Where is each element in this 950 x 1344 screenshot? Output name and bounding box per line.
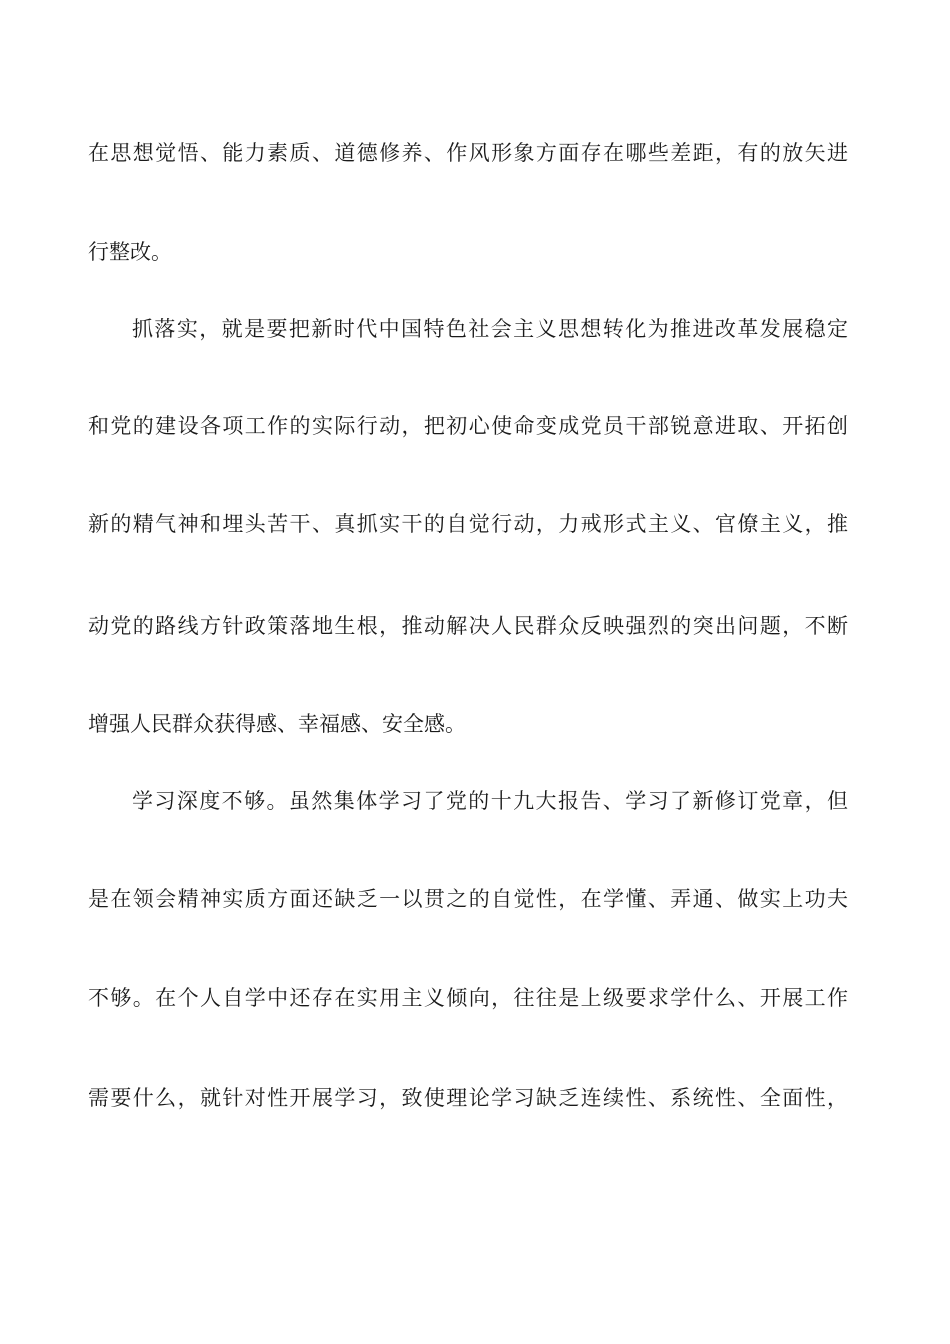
paragraph-1-line-1: 在思想觉悟、能力素质、道德修养、作风形象方面存在哪些差距，有的放矢进: [88, 141, 848, 165]
paragraph-2-line-1: 抓落实，就是要把新时代中国特色社会主义思想转化为推进改革发展稳定: [132, 317, 848, 341]
paragraph-3-line-1: 学习深度不够。虽然集体学习了党的十九大报告、学习了新修订党章，但: [132, 789, 848, 813]
paragraph-1-line-2: 行整改。: [88, 240, 172, 264]
paragraph-2-line-2: 和党的建设各项工作的实际行动，把初心使命变成党员干部锐意进取、开拓创: [88, 414, 848, 438]
paragraph-3-line-3: 不够。在个人自学中还存在实用主义倾向，往往是上级要求学什么、开展工作: [88, 986, 848, 1010]
paragraph-2-line-4: 动党的路线方针政策落地生根，推动解决人民群众反映强烈的突出问题，不断: [88, 614, 848, 638]
paragraph-3-line-4: 需要什么，就针对性开展学习，致使理论学习缺乏连续性、系统性、全面性，: [88, 1086, 848, 1110]
paragraph-2-line-3: 新的精气神和埋头苦干、真抓实干的自觉行动，力戒形式主义、官僚主义，推: [88, 512, 848, 536]
paragraph-2-line-5: 增强人民群众获得感、幸福感、安全感。: [88, 712, 466, 736]
paragraph-3-line-2: 是在领会精神实质方面还缺乏一以贯之的自觉性，在学懂、弄通、做实上功夫: [88, 887, 848, 911]
